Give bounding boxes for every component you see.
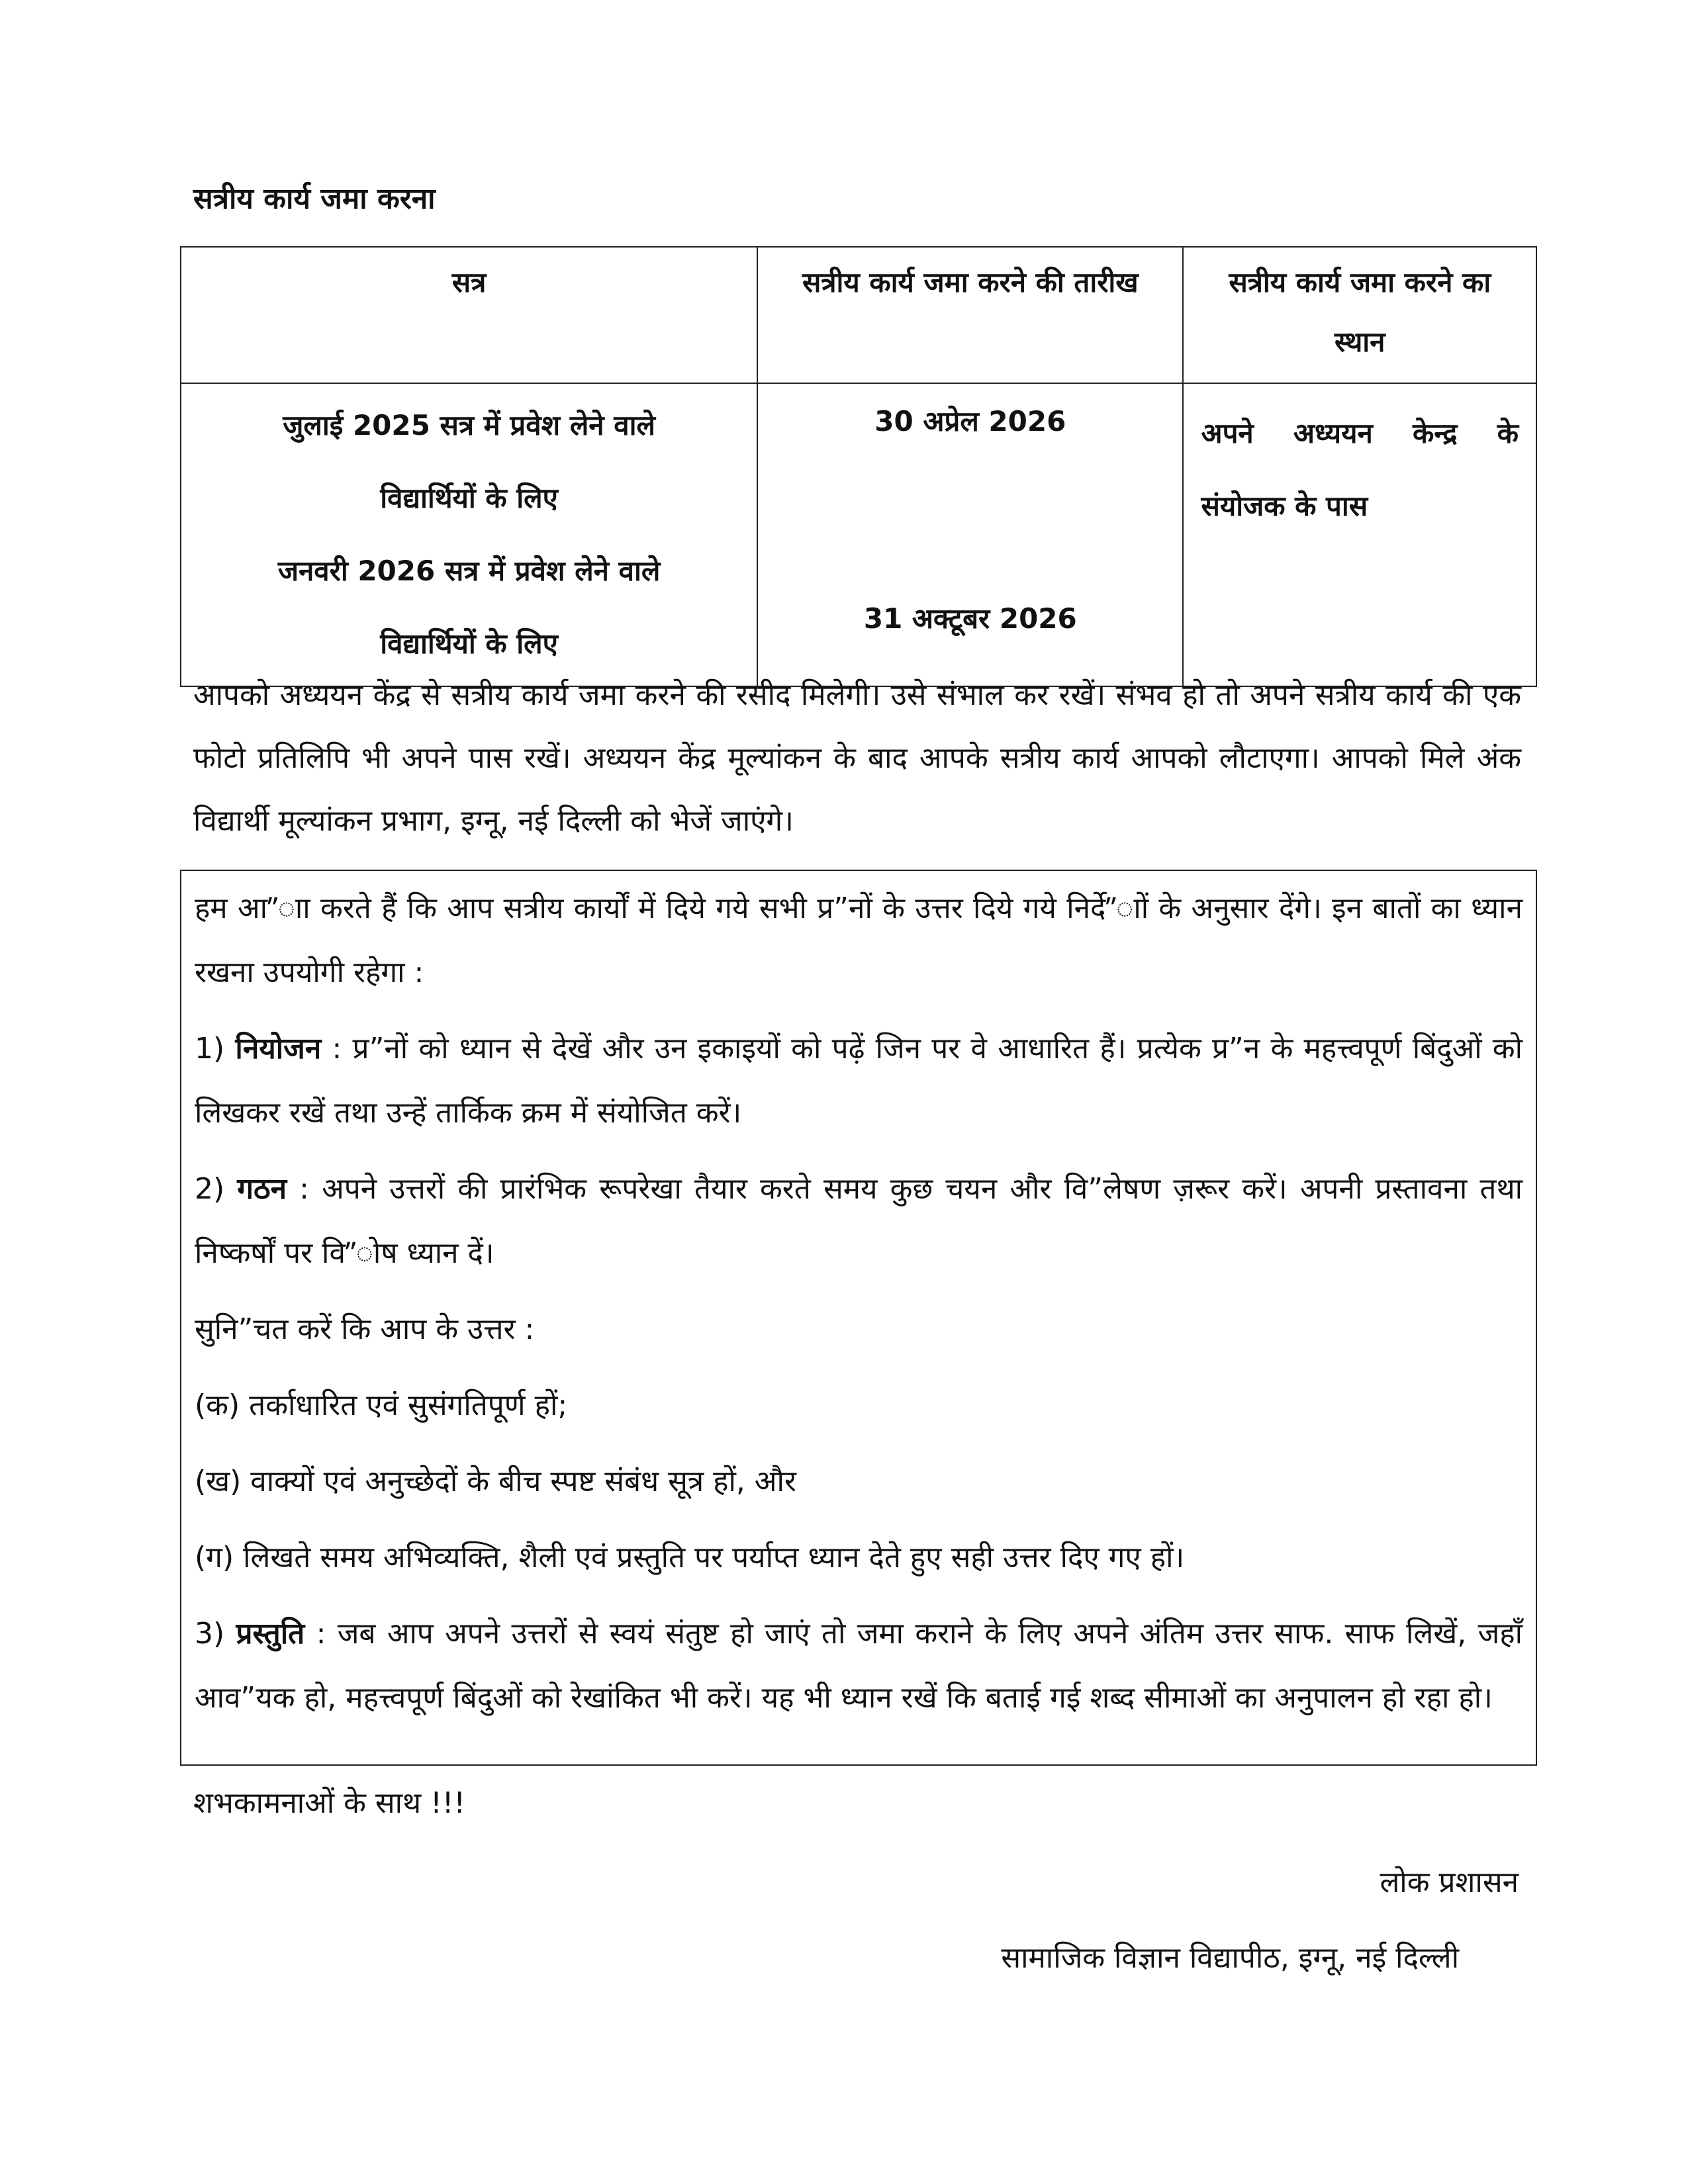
guideline-organisation-title: गठन <box>237 1172 287 1206</box>
point-ga: (ग) लिखते समय अभिव्यक्ति, शैली एवं प्रस्तुति पर पर्याप्त ध्यान देते हुए सही उत्तर दिए गए हों। <box>195 1541 1185 1574</box>
guideline-organisation-text: : अपने उत्तरों की प्रारंभिक रूपरेखा तैयार करते समय कुछ चयन और वि”लेषण ज़रूर करें। अपनी प्रस्तावना तथा निष्कर्षों पर वि”ाेष ध्यान दें। <box>195 1172 1523 1270</box>
guideline-planning-title: नियोजन <box>235 1032 322 1066</box>
guideline-presentation-text: : जब आप अपने उत्तरों से स्वयं संतुष्ट हो जाएं तो जमा कराने के लिए अपने अंतिम उत्तर साफ. साफ लिखें, जहाँ आव”यक हो, महत्त्वपूर्ण बिंदुओं को रेखांकित भी करें। यह भी ध्यान रखें कि बताई गई शब्द सीमाओं का अनुपालन हो रहा हो। <box>195 1617 1523 1715</box>
ensure-line: सुनि”चत करें कि आप के उत्तर : <box>195 1312 535 1346</box>
table-row <box>181 383 1536 686</box>
guideline-organisation <box>195 1157 1523 1285</box>
guideline-presentation-title: प्रस्तुति <box>236 1617 305 1651</box>
receipt-paragraph: आपको अध्ययन केंद्र से सत्रीय कार्य जमा करने की रसीद मिलेगी। उसे संभाल कर रखें। संभव हो तो अपने सत्रीय कार्य की एक फोटो प्रतिलिपि भी अपने पास रखें। अध्ययन केंद्र मूल्यांकन के बाद आपके सत्रीय कार्य आपको लौटाएगा। आपको मिले अंक विद्यार्थी मूल्यांकन प्रभाग, इग्नू, नई दिल्ली को भेजें जाएंगे। <box>193 678 1521 838</box>
signature-department: लोक प्रशासन <box>1380 1866 1519 1899</box>
guideline-planning-text: : प्र”नों को ध्यान से देखें और उन इकाइयों को पढ़ें जिन पर वे आधारित हैं। प्रत्येक प्र”न के महत्त्वपूर्ण बिंदुओं को लिखकर रखें तथा उन्हें तार्किक क्रम में संयोजित करें। <box>195 1032 1523 1130</box>
header-submission-place: सत्रीय कार्य जमा करने का स्थान <box>1183 247 1536 383</box>
guidelines-box <box>180 870 1537 1766</box>
table-header-row <box>181 247 1536 383</box>
date-jan: 31 अक्टूबर 2026 <box>863 602 1077 635</box>
guideline-organisation-number: 2) <box>195 1172 225 1206</box>
session-jan-line2: विद्यार्थियों के लिए <box>380 627 558 660</box>
signature-school: सामाजिक विज्ञान विद्यापीठ, इग्नू, नई दिल्ली <box>1001 1941 1459 1975</box>
session-july-line2: विद्यार्थियों के लिए <box>380 482 558 514</box>
date-cell <box>757 383 1183 686</box>
session-july-line1: जुलाई 2025 सत्र में प्रवेश लेने वाले <box>283 409 655 441</box>
header-submission-date: सत्रीय कार्य जमा करने की तारीख <box>757 247 1183 383</box>
guideline-presentation-number: 3) <box>195 1617 225 1651</box>
session-jan-line1: जनवरी 2026 सत्र में प्रवेश लेने वाले <box>277 555 661 587</box>
header-session: सत्र <box>181 247 757 383</box>
point-kha: (ख) वाक्यों एवं अनुच्छेदों के बीच स्पष्ट संबंध सूत्र हों, और <box>195 1465 796 1498</box>
guideline-presentation <box>195 1602 1523 1730</box>
guidelines-intro: हम आ”ाा करते हैं कि आप सत्रीय कार्यों में दिये गये सभी प्र”नों के उत्तर दिये गये निर्दे”ाों के अनुसार देंगे। इन बातों का ध्यान रखना उपयोगी रहेगा : <box>195 891 1523 989</box>
submission-schedule-table <box>180 246 1537 687</box>
guideline-planning <box>195 1017 1523 1145</box>
date-july: 30 अप्रेल 2026 <box>874 405 1066 437</box>
guideline-planning-number: 1) <box>195 1032 225 1066</box>
session-cell <box>181 383 757 686</box>
closing-wishes: शभकामनाओं के साथ !!! <box>193 1786 466 1820</box>
point-ka: (क) तर्काधारित एवं सुसंगतिपूर्ण हों; <box>195 1388 568 1422</box>
place-cell: अपने अध्ययन केन्द्र के संयोजक के पास <box>1183 383 1536 686</box>
page-heading: सत्रीय कार्य जमा करना <box>193 182 436 216</box>
